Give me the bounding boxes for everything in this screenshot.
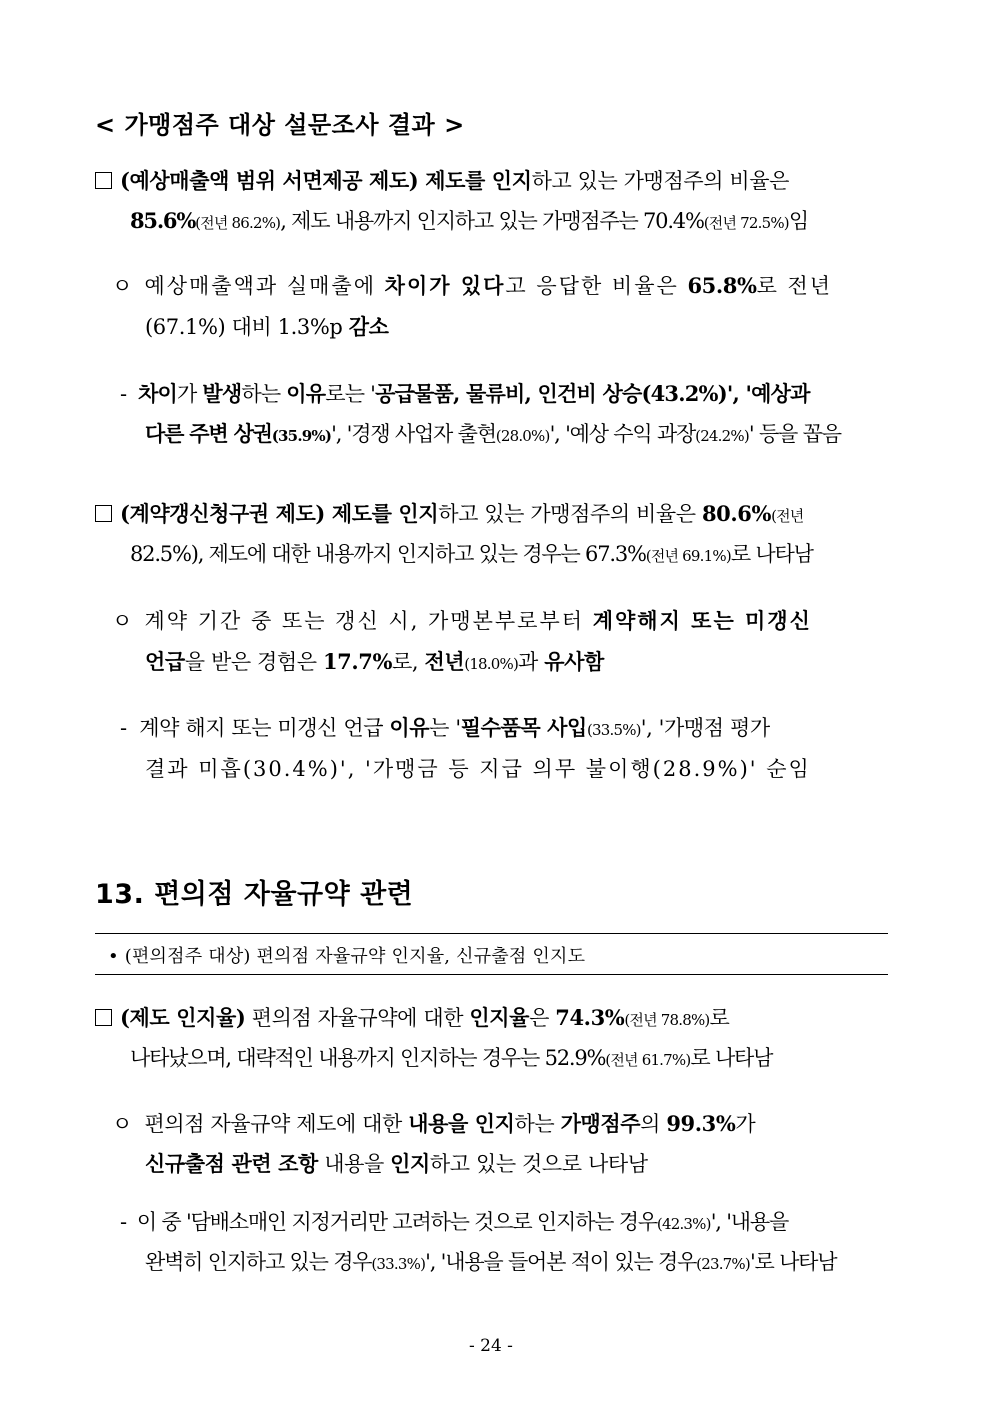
dash-bullet: - (120, 1210, 126, 1234)
section-13-note: • (편의점주 대상) 편의점 자율규약 인지율, 신규출점 인지도 (108, 946, 586, 967)
sec2-line1: (계약갱신청구권 제도) 제도를 인지하고 있는 가맹점주의 비율은 80.6%(전년 (95, 498, 804, 528)
sec2-dash1-line1: - 계약 해지 또는 미갱신 언급 이유는 '필수품목 사입(33.5%)', '가맹점 평가 (120, 715, 770, 740)
sec3-sub1-line1: ㅇ 편의점 자율규약 제도에 대한 내용을 인지하는 가맹점주의 99.3%가 (112, 1111, 756, 1136)
sec3-dash1-line2: 완벽히 인지하고 있는 경우(33.3%)', '내용을 들어본 적이 있는 경우(23.7%)'로 나타남 (145, 1250, 837, 1274)
sec3-line2: 나타났으며, 대략적인 내용까지 인지하는 경우는 52.9%(전년 61.7%)로 나타남 (130, 1046, 773, 1070)
circle-bullet: ㅇ (112, 274, 132, 298)
sec1-line2: 85.6%(전년 86.2%), 제도 내용까지 인지하고 있는 가맹점주는 70.4%(전년 72.5%)임 (130, 208, 808, 233)
survey-results-title: < 가맹점주 대상 설문조사 결과 > (95, 111, 465, 139)
sec1-sub1-line2: (67.1%) 대비 1.3%p 감소 (145, 314, 389, 339)
sec2-sub1-line2: 언급을 받은 경험은 17.7%로, 전년(18.0%)과 유사함 (145, 649, 604, 674)
circle-bullet: ㅇ (112, 609, 132, 633)
page-number: - 24 - (469, 1336, 513, 1356)
square-bullet-icon (95, 505, 112, 522)
sec2-dash1-line2: 결과 미흡(30.4%)', '가맹금 등 지급 의무 불이행(28.9%)' 순임 (145, 757, 811, 781)
sec2-line2: 82.5%), 제도에 대한 내용까지 인지하고 있는 경우는 67.3%(전년 69.1%)로 나타남 (130, 542, 813, 566)
note-top-rule (95, 933, 888, 934)
sec1-dash1-line1: - 차이가 발생하는 이유로는 '공급물품, 물류비, 인건비 상승(43.2%)', '예상과 (120, 381, 810, 406)
dash-bullet: - (120, 382, 127, 406)
circle-bullet: ㅇ (112, 1112, 132, 1136)
sec3-dash1-line1: - 이 중 '담배소매인 지정거리만 고려하는 것으로 인지하는 경우(42.3%)', '내용을 (120, 1210, 789, 1234)
dash-bullet: - (120, 716, 127, 740)
square-bullet-icon (95, 172, 112, 189)
sec1-sub1-line1: ㅇ 예상매출액과 실매출에 차이가 있다고 응답한 비율은 65.8%로 전년 (112, 273, 833, 298)
square-bullet-icon (95, 1009, 112, 1026)
sec1-dash1-line2: 다른 주변 상권(35.9%)', '경쟁 사업자 출현(28.0%)', '예상 수익 과장(24.2%)' 등을 꼽음 (145, 421, 841, 446)
note-bottom-rule (95, 974, 888, 975)
sec2-sub1-line1: ㅇ 계약 기간 중 또는 갱신 시, 가맹본부로부터 계약해지 또는 미갱신 (112, 608, 812, 633)
sec3-line1: (제도 인지율) 편의점 자율규약에 대한 인지율은 74.3%(전년 78.8%)로 (95, 1002, 729, 1032)
section-heading-13: 13. 편의점 자율규약 관련 (95, 879, 414, 910)
sec1-line1: (예상매출액 범위 서면제공 제도) 제도를 인지하고 있는 가맹점주의 비율은 (95, 165, 789, 195)
sec3-sub1-line2: 신규출점 관련 조항 내용을 인지하고 있는 것으로 나타남 (145, 1151, 648, 1176)
